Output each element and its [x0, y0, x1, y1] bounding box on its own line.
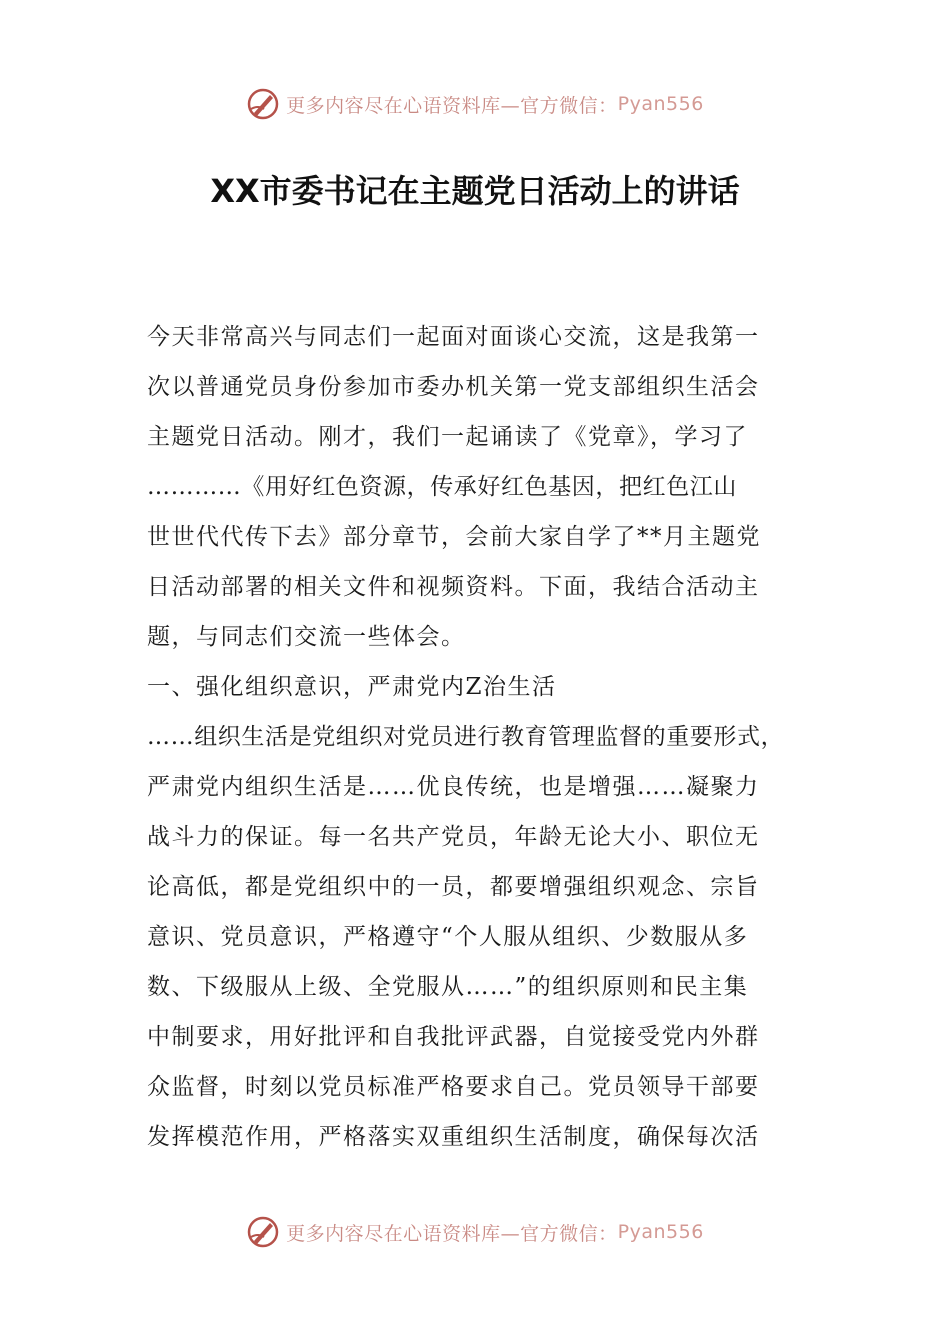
body-line: 严肃党内组织生活是……优良传统，也是增强……凝聚力 — [147, 774, 760, 800]
watermark-header — [0, 84, 950, 124]
pen-logo-icon — [246, 87, 280, 121]
body-line: 主题党日活动。刚才，我们一起诵读了《党章》，学习了 — [147, 424, 748, 450]
body-line: ……组织生活是党组织对党员进行教育管理监督的重要形式， — [147, 724, 785, 750]
body-line: 今天非常高兴与同志们一起面对面谈心交流，这是我第一 — [147, 324, 760, 350]
body-line: 众监督，时刻以党员标准严格要求自己。党员领导干部要 — [147, 1074, 760, 1100]
document-body — [147, 312, 807, 1162]
body-line: 意识、党员意识，严格遵守“个人服从组织、少数服从多 — [147, 924, 749, 950]
watermark-footer — [0, 1212, 950, 1252]
body-line: 论高低，都是党组织中的一员，都要增强组织观念、宗旨 — [147, 874, 760, 900]
watermark-text: 更多内容尽在心语资料库—官方微信： — [286, 94, 618, 117]
body-line: 题，与同志们交流一些体会。 — [147, 624, 466, 650]
body-line: 战斗力的保证。每一名共产党员，年龄无论大小、职位无 — [147, 824, 760, 850]
body-line: 数、下级服从上级、全党服从……”的组织原则和民主集 — [147, 974, 749, 1000]
body-line: 发挥模范作用，严格落实双重组织生活制度，确保每次活 — [147, 1124, 760, 1150]
body-line: 日活动部署的相关文件和视频资料。下面，我结合活动主 — [147, 574, 760, 600]
body-line: …………《用好红色资源，传承好红色基因，把红色江山 — [147, 474, 737, 500]
section-heading: 一、强化组织意识，严肃党内Z治生活 — [147, 674, 557, 700]
pen-logo-icon — [246, 1215, 280, 1249]
body-line: 中制要求，用好批评和自我批评武器，自觉接受党内外群 — [147, 1024, 760, 1050]
watermark-wechat-id: Pyan556 — [617, 1221, 704, 1243]
document-title: XX市委书记在主题党日活动上的讲话 — [210, 172, 740, 210]
watermark-text: 更多内容尽在心语资料库—官方微信： — [286, 1222, 618, 1245]
watermark-wechat-id: Pyan556 — [617, 93, 704, 115]
body-line: 世世代代传下去》部分章节，会前大家自学了**月主题党 — [147, 524, 761, 550]
body-line: 次以普通党员身份参加市委办机关第一党支部组织生活会 — [147, 374, 760, 400]
